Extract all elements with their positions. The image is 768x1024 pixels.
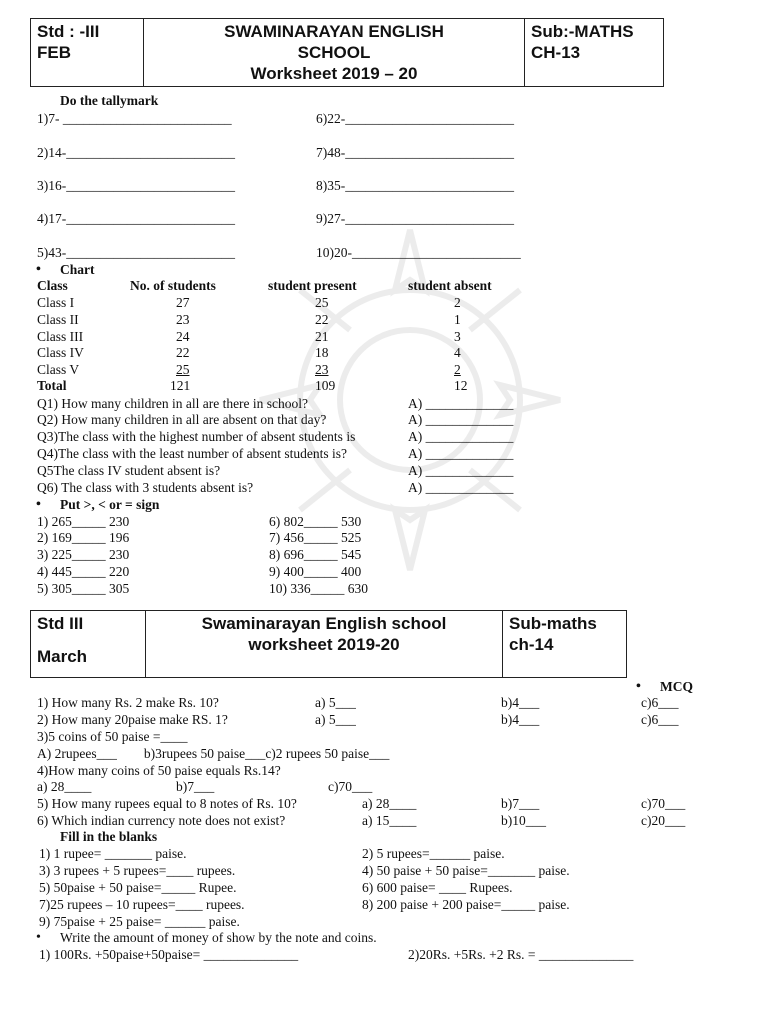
- answer-blank: A) _____________: [408, 446, 514, 461]
- tally-item: 7)48-_________________________: [316, 145, 514, 160]
- mcq-option: a) 5___: [315, 712, 356, 727]
- answer-blank: A) _____________: [408, 429, 514, 444]
- mcq-option: a) 28____: [362, 796, 417, 811]
- compare-item: 4) 445_____ 220: [37, 564, 130, 579]
- compare-item: 3) 225_____ 230: [37, 547, 130, 562]
- compare-item: 2) 169_____ 196: [37, 530, 130, 545]
- compare-item: 9) 400_____ 400: [269, 564, 362, 579]
- chart-question: Q2) How many children in all are absent on that day?: [37, 412, 327, 427]
- tally-item: 9)27-_________________________: [316, 211, 514, 226]
- tally-item: 4)17-_________________________: [37, 211, 235, 226]
- chart-cell: Class II: [37, 312, 79, 327]
- money-question: 1) 100Rs. +50paise+50paise= ______________: [39, 947, 299, 962]
- chart-cell: 25: [176, 362, 190, 377]
- chart-cell: Class V: [37, 362, 80, 377]
- chart-cell: Class IV: [37, 345, 84, 360]
- tally-item: 1)7- _________________________: [37, 111, 232, 126]
- compare-item: 8) 696_____ 545: [269, 547, 362, 562]
- compare-item: 10) 336_____ 630: [269, 581, 368, 596]
- compare-item: 7) 456_____ 525: [269, 530, 362, 545]
- mcq-option: c)70___: [328, 779, 373, 794]
- blank-item: 4) 50 paise + 50 paise=_______ paise.: [362, 863, 570, 878]
- mcq-option: b)7___: [176, 779, 215, 794]
- chart-cell: 2: [454, 295, 461, 310]
- blank-item: 2) 5 rupees=______ paise.: [362, 846, 505, 861]
- answer-blank: A) _____________: [408, 480, 514, 495]
- chart-cell: 24: [176, 329, 190, 344]
- chart-cell: 22: [315, 312, 329, 327]
- chart-cell: Class I: [37, 295, 75, 310]
- blank-item: 1) 1 rupee= _______ paise.: [39, 846, 187, 861]
- chart-header: student absent: [408, 278, 492, 293]
- blank-item: 9) 75paise + 25 paise= ______ paise.: [39, 914, 240, 929]
- compare-item: 5) 305_____ 305: [37, 581, 130, 596]
- mcq-option: a) 15____: [362, 813, 417, 828]
- mcq-option: a) 5___: [315, 695, 356, 710]
- tally-item: 10)20-_________________________: [316, 245, 521, 260]
- worksheet-header-feb: [30, 18, 664, 87]
- chart-cell: 25: [315, 295, 329, 310]
- mcq-question: 3)5 coins of 50 paise =____: [37, 729, 188, 744]
- chart-total-label: Total: [37, 378, 67, 393]
- chart-cell: 22: [176, 345, 190, 360]
- mcq-option: a) 28____: [37, 779, 92, 794]
- tally-item: 3)16-_________________________: [37, 178, 235, 193]
- mcq-question: 2) How many 20paise make RS. 1?: [37, 712, 228, 727]
- std-cell: Std III March: [31, 611, 146, 678]
- chart-header: student present: [268, 278, 357, 293]
- mcq-question: 4)How many coins of 50 paise equals Rs.14?: [37, 763, 281, 778]
- mcq-option: c)70___: [641, 796, 686, 811]
- blank-item: 5) 50paise + 50 paise=_____ Rupee.: [39, 880, 237, 895]
- mcq-option: c)6___: [641, 695, 679, 710]
- subject-cell: Sub-maths ch-14: [503, 611, 627, 678]
- chart-question: Q5The class IV student absent is?: [37, 463, 221, 478]
- chart-cell: 3: [454, 329, 461, 344]
- chart-question: Q1) How many children in all are there in school?: [37, 396, 309, 411]
- worksheet-header-march: [30, 610, 627, 678]
- blanks-title: Fill in the blanks: [60, 829, 158, 844]
- tally-item: 8)35-_________________________: [316, 178, 514, 193]
- mcq-option: b)10___: [501, 813, 546, 828]
- chart-cell: 4: [454, 345, 461, 360]
- school-title-cell: Swaminarayan English school worksheet 2019-20: [146, 611, 503, 678]
- tally-item: 6)22-_________________________: [316, 111, 514, 126]
- chart-question: Q3)The class with the highest number of absent students is: [37, 429, 356, 444]
- chart-total: 12: [454, 378, 468, 393]
- mcq-option: c)6___: [641, 712, 679, 727]
- mcq-option: c)20___: [641, 813, 686, 828]
- chart-cell: Class III: [37, 329, 84, 344]
- chart-header: No. of students: [130, 278, 216, 293]
- mcq-option: b)4___: [501, 712, 540, 727]
- mcq-options: A) 2rupees___ b)3rupees 50 paise___c)2 rupees 50 paise___: [37, 746, 390, 761]
- compare-item: 6) 802_____ 530: [269, 514, 362, 529]
- blank-item: 3) 3 rupees + 5 rupees=____ rupees.: [39, 863, 236, 878]
- chart-cell: 27: [176, 295, 190, 310]
- mcq-question: 5) How many rupees equal to 8 notes of Rs. 10?: [37, 796, 297, 811]
- std-cell: Std : -III FEB: [31, 19, 144, 87]
- chart-title: • Chart: [60, 262, 95, 278]
- blank-item: 7)25 rupees – 10 rupees=____ rupees.: [39, 897, 245, 912]
- compare-title: • Put >, < or = sign: [60, 497, 159, 513]
- blank-item: 6) 600 paise= ____ Rupees.: [362, 880, 513, 895]
- compare-item: 1) 265_____ 230: [37, 514, 130, 529]
- chart-cell: 23: [176, 312, 190, 327]
- mcq-option: b)4___: [501, 695, 540, 710]
- money-question: 2)20Rs. +5Rs. +2 Rs. = ______________: [408, 947, 634, 962]
- chart-question: Q4)The class with the least number of absent students is?: [37, 446, 348, 461]
- tally-item: 5)43-_________________________: [37, 245, 235, 260]
- answer-blank: A) _____________: [408, 463, 514, 478]
- answer-blank: A) _____________: [408, 396, 514, 411]
- subject-cell: Sub:-MATHS CH-13: [525, 19, 664, 87]
- money-title: • Write the amount of money of show by the note and coins.: [60, 930, 377, 946]
- mcq-title: • MCQ: [660, 679, 693, 695]
- chart-cell: 1: [454, 312, 461, 327]
- chart-question: Q6) The class with 3 students absent is?: [37, 480, 254, 495]
- mcq-question: 6) Which indian currency note does not exist?: [37, 813, 286, 828]
- chart-cell: 18: [315, 345, 329, 360]
- chart-cell: 2: [454, 362, 461, 377]
- tally-item: 2)14-_________________________: [37, 145, 235, 160]
- mcq-question: 1) How many Rs. 2 make Rs. 10?: [37, 695, 219, 710]
- blank-item: 8) 200 paise + 200 paise=_____ paise.: [362, 897, 570, 912]
- mcq-option: b)7___: [501, 796, 540, 811]
- chart-header: Class: [37, 278, 68, 293]
- chart-cell: 23: [315, 362, 329, 377]
- school-title-cell: SWAMINARAYAN ENGLISH SCHOOL Worksheet 2019 – 20: [144, 19, 525, 87]
- chart-cell: 21: [315, 329, 329, 344]
- tally-title: Do the tallymark: [60, 93, 159, 108]
- answer-blank: A) _____________: [408, 412, 514, 427]
- chart-total: 121: [170, 378, 191, 393]
- chart-total: 109: [315, 378, 336, 393]
